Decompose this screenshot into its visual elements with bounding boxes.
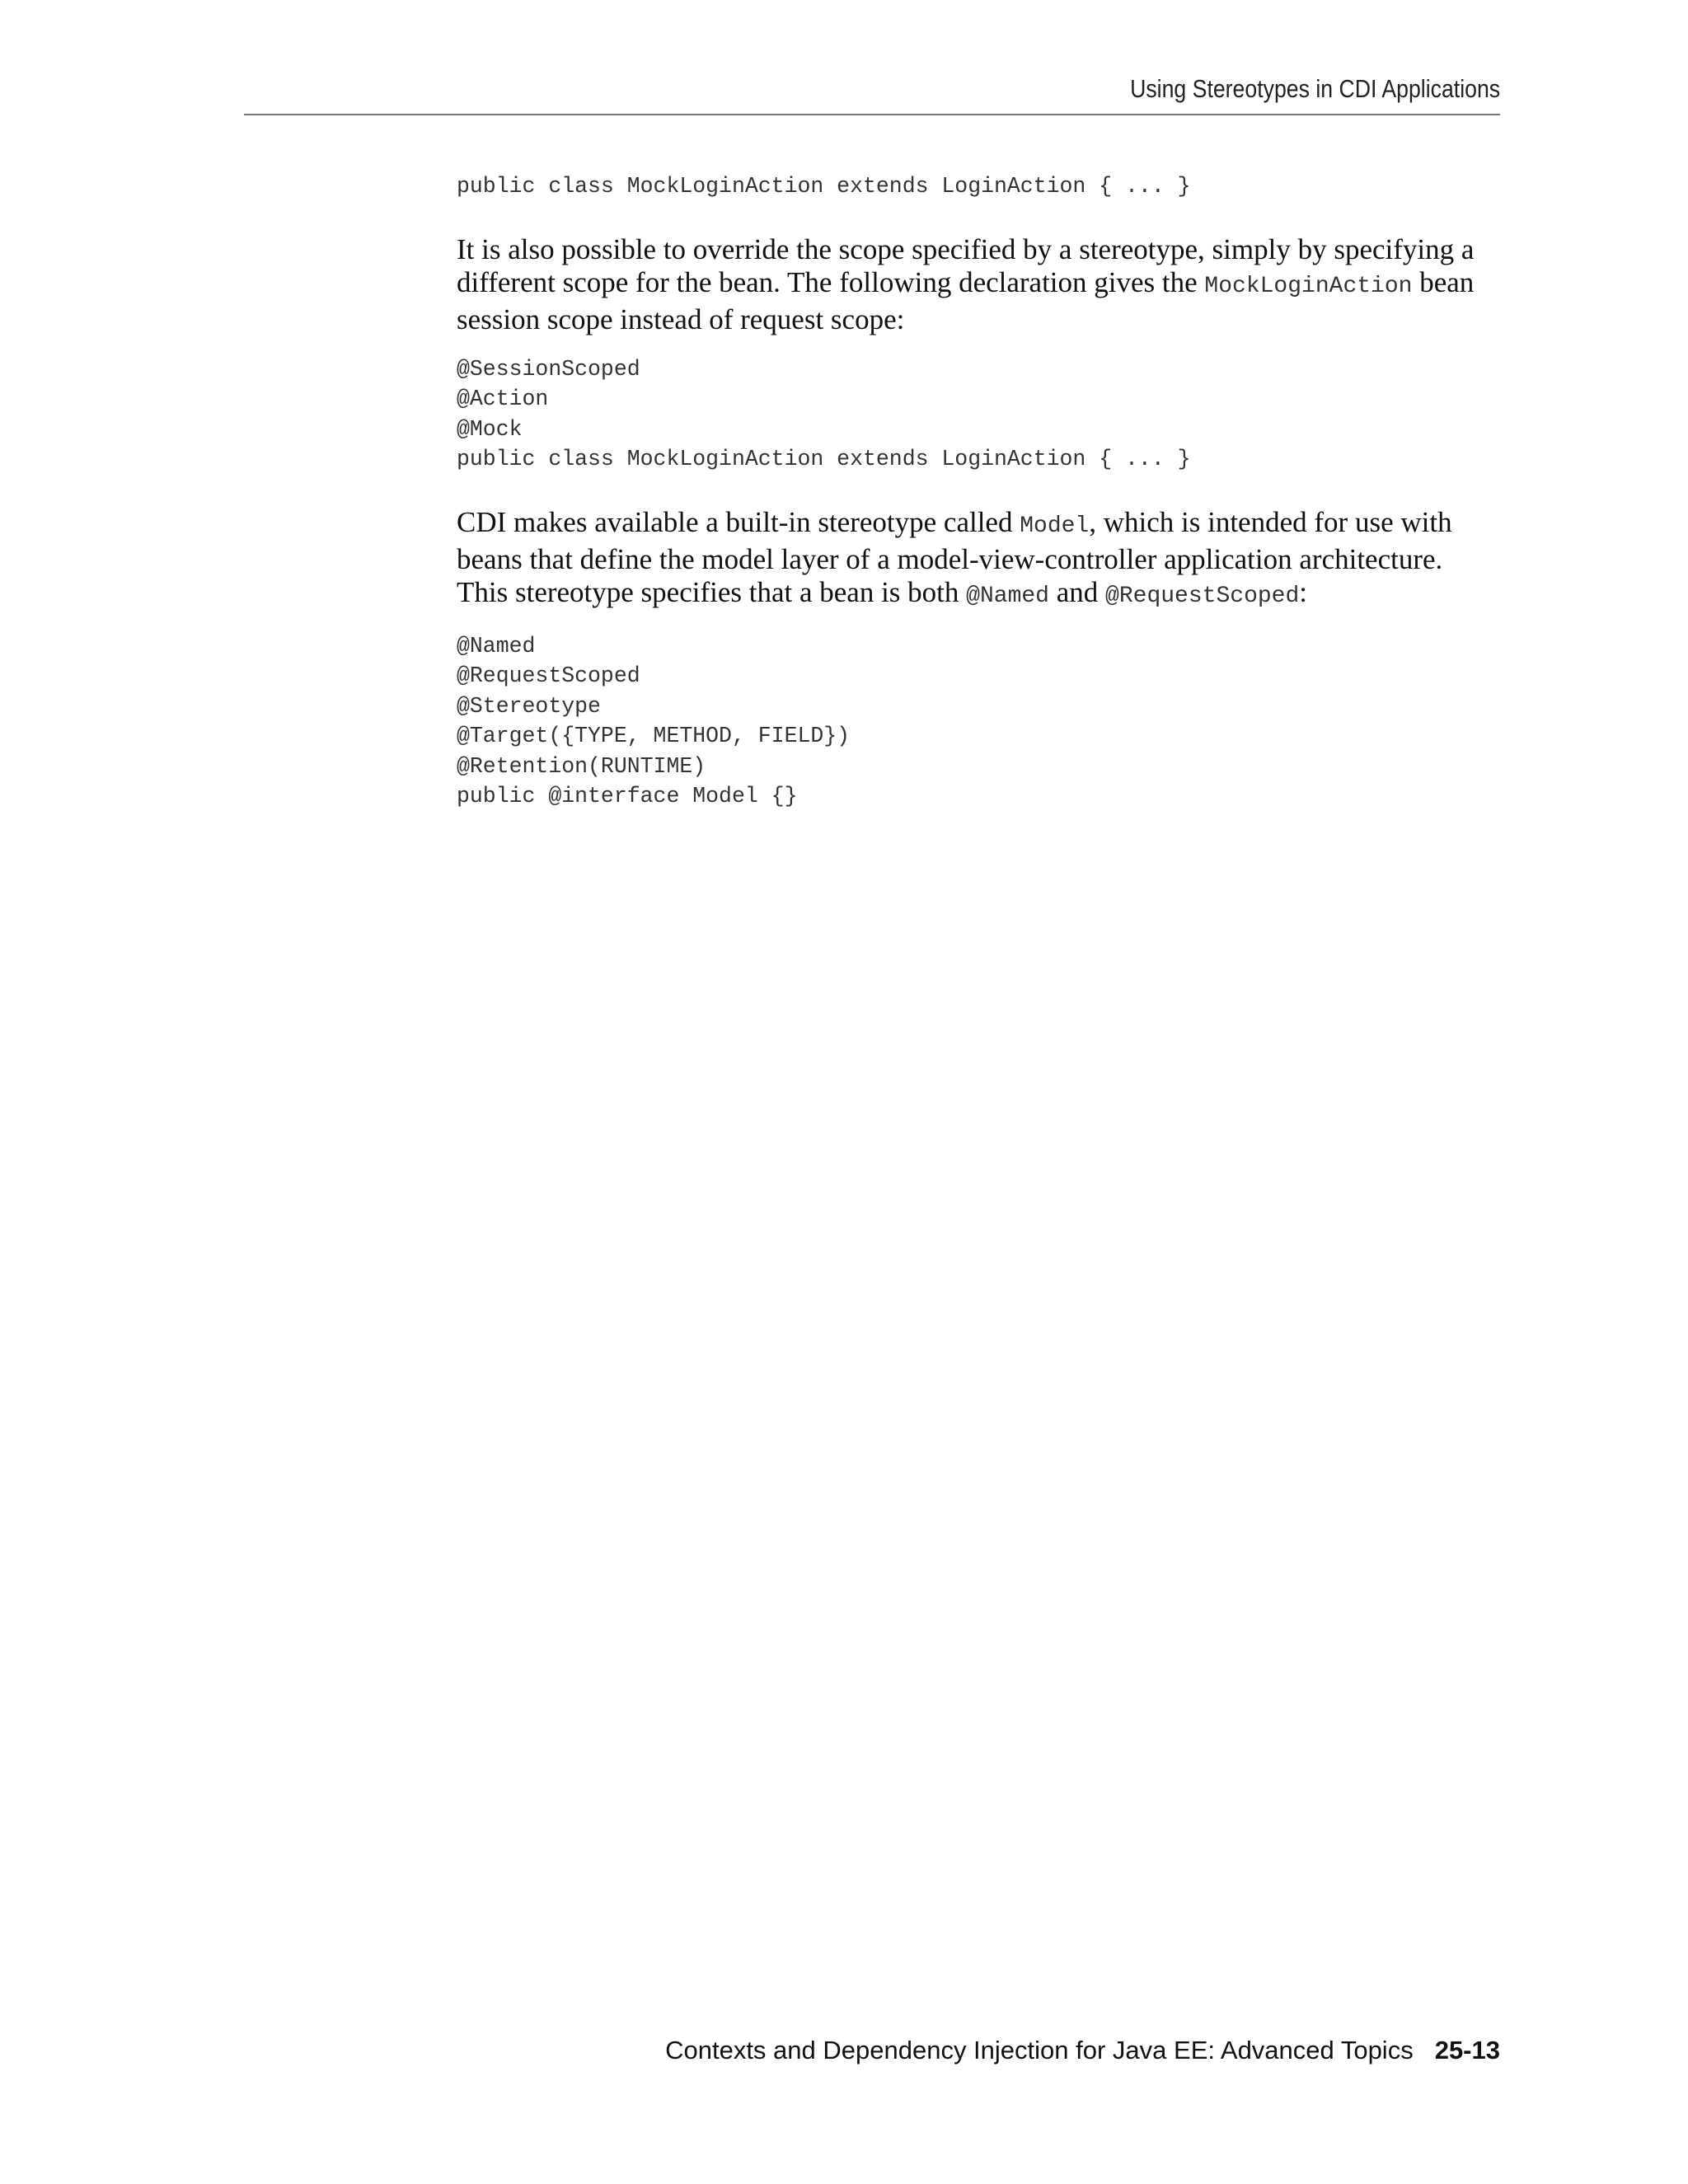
- inline-code-named: @Named: [966, 583, 1049, 609]
- text-run: , which is intended for use with beans that define the model layer of a model-view-controller application architecture. This stereotype specifies that a bean is both: [457, 505, 1452, 608]
- header-title: Using Stereotypes in CDI Applications: [1129, 74, 1500, 103]
- inline-code-model: Model: [1020, 513, 1090, 539]
- page-content: [457, 171, 1500, 812]
- running-footer: [665, 2034, 1500, 2067]
- code-block-session-scoped: @SessionScoped @Action @Mock public class MockLoginAction extends LoginAction { ... }: [457, 356, 1191, 471]
- code-block-mock-login-action: public class MockLoginAction extends LoginAction { ... }: [457, 174, 1191, 199]
- inline-code-mockloginaction: MockLoginAction: [1204, 273, 1413, 299]
- text-run: :: [1299, 575, 1308, 608]
- text-run: It is also possible to override the scope specified by a stereotype, simply by specifying a different scope for the bean. The following declaration gives the: [457, 232, 1475, 298]
- footer-book-title: Contexts and Dependency Injection for Java EE: Advanced Topics: [665, 2036, 1414, 2064]
- page-number: 25-13: [1434, 2036, 1500, 2064]
- text-run: and: [1049, 575, 1106, 608]
- text-run: bean session scope instead of request scope:: [457, 265, 1475, 335]
- inline-code-request-scoped: @RequestScoped: [1105, 583, 1300, 609]
- running-header: [244, 73, 1500, 115]
- paragraph-scope-override: [457, 233, 1500, 336]
- text-run: CDI makes available a built-in stereotype called: [457, 505, 1020, 538]
- code-block-model-interface: @Named @RequestScoped @Stereotype @Target({TYPE, METHOD, FIELD}) @Retention(RUNTIME) public @interface Model {}: [457, 633, 851, 808]
- paragraph-model-stereotype: [457, 506, 1500, 613]
